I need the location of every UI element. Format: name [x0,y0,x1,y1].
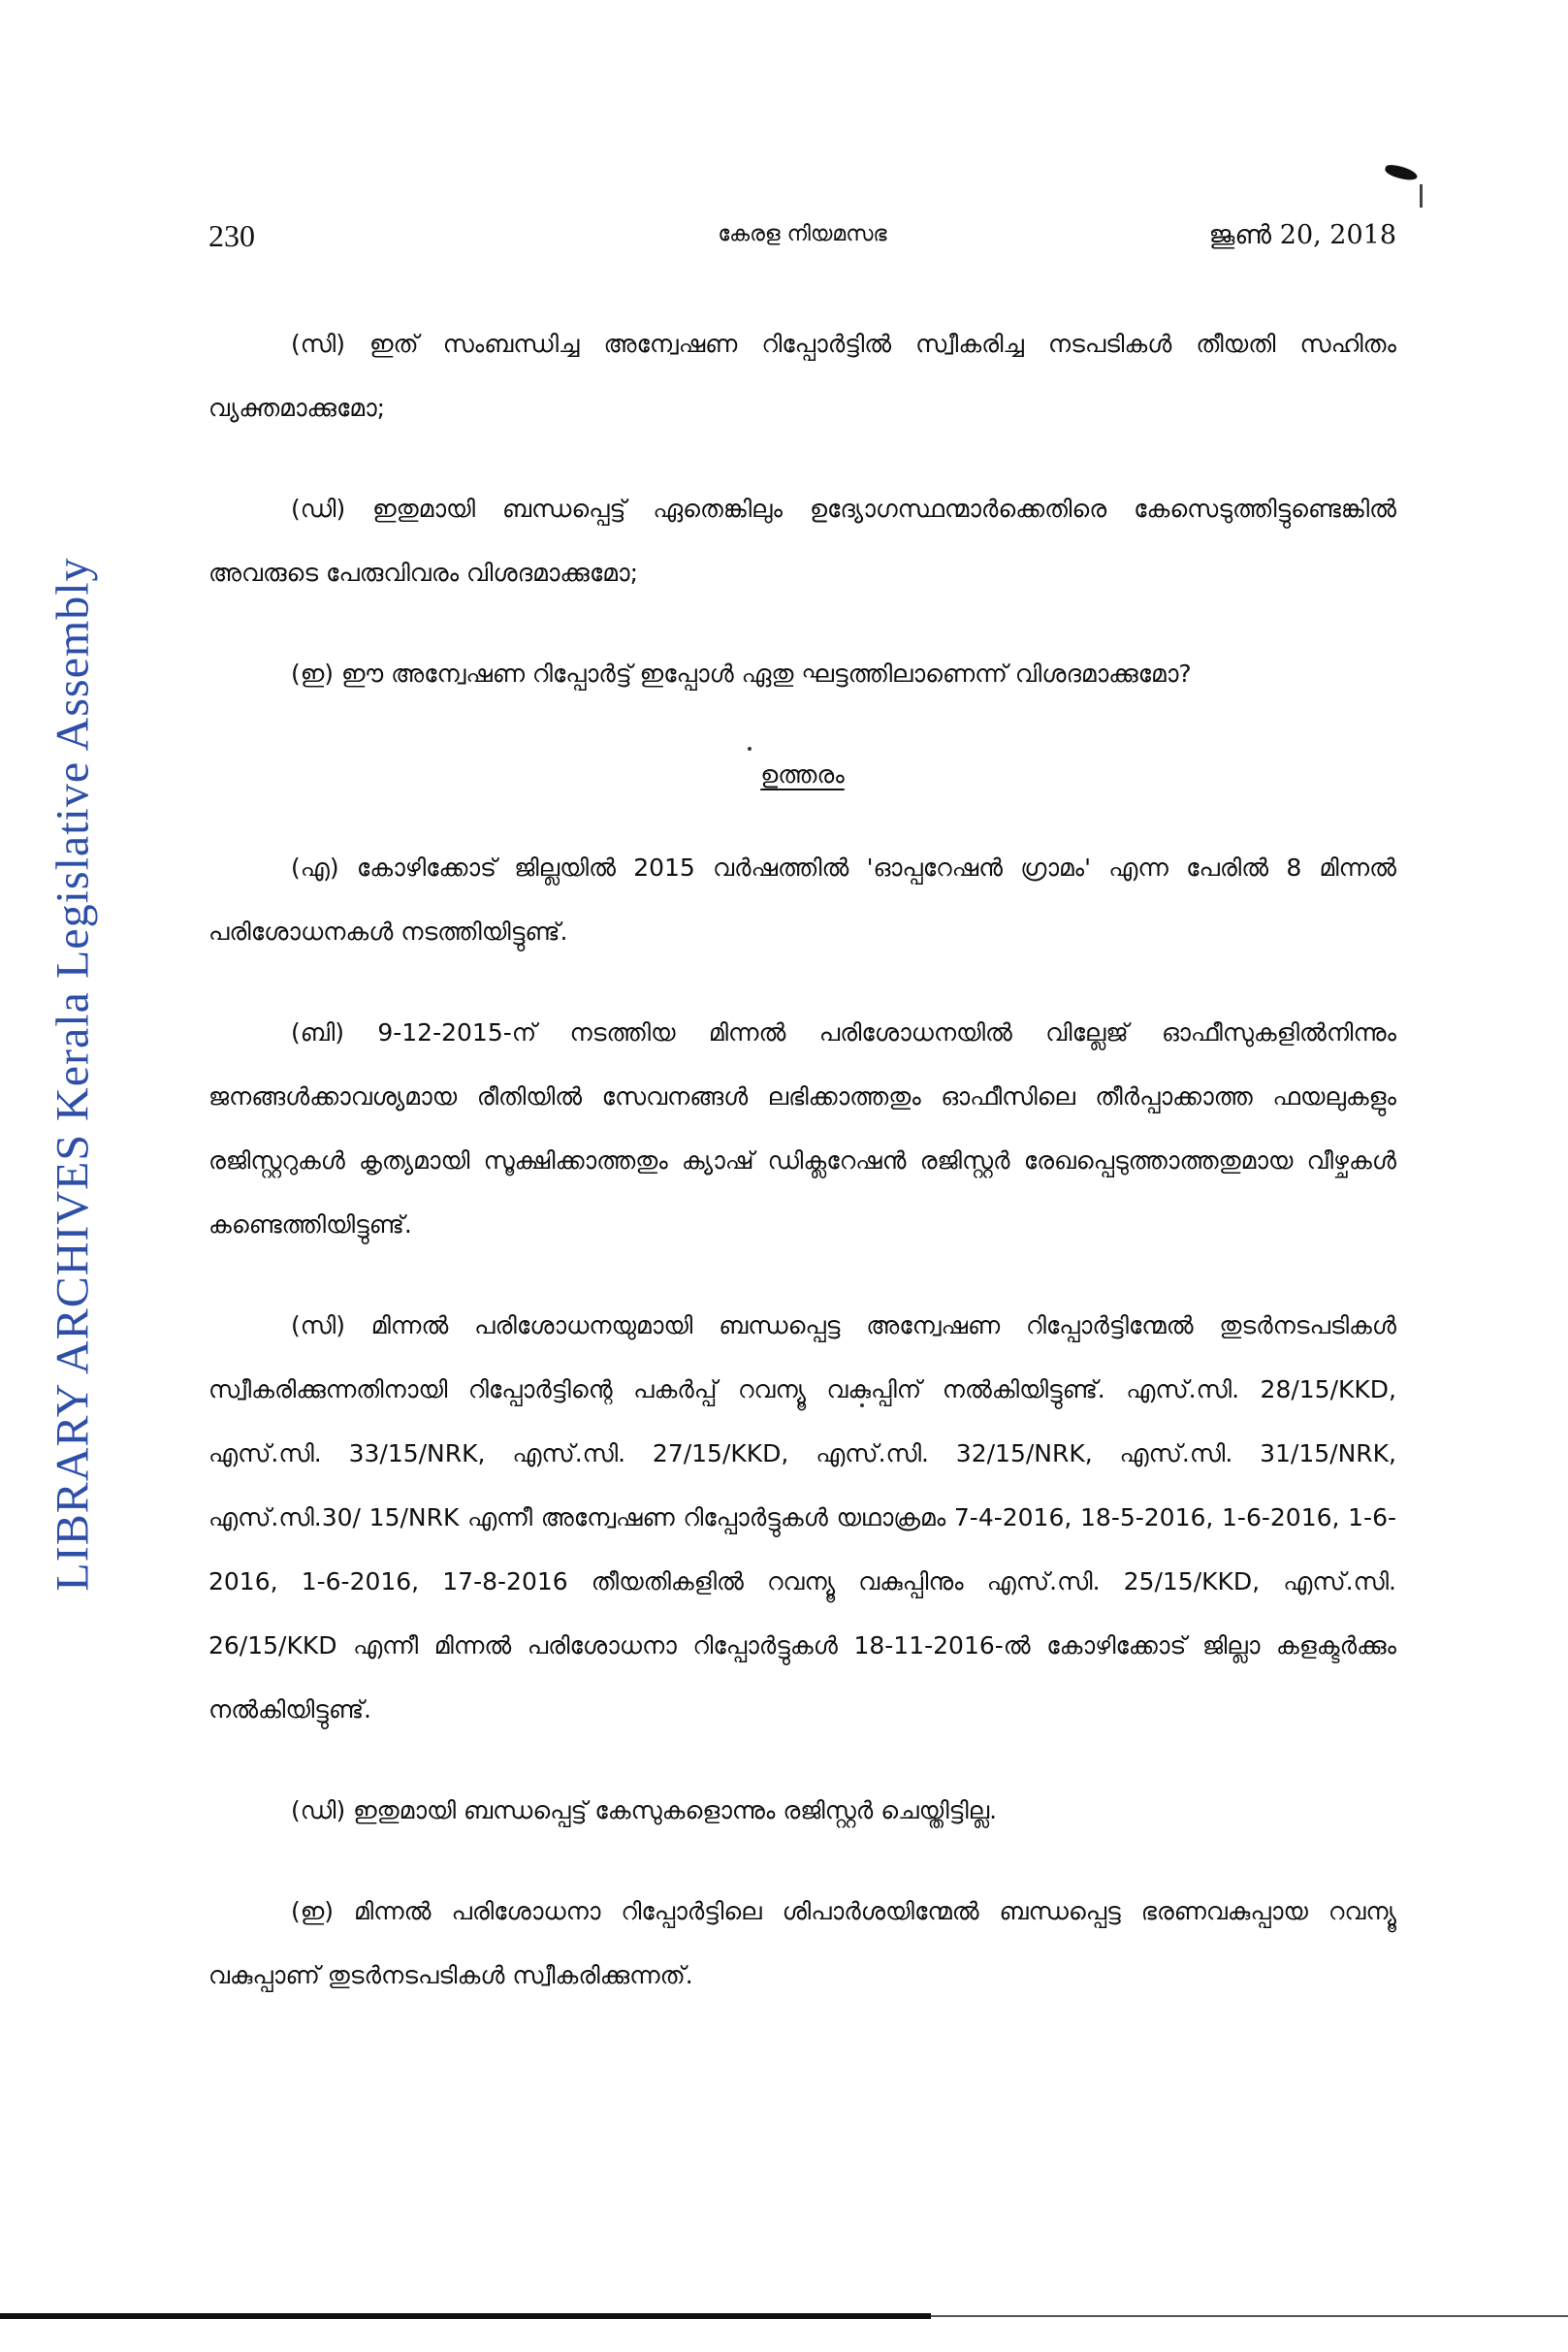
page-number: 230 [208,218,255,253]
archive-watermark: LIBRARY ARCHIVES Kerala Legislative Assembly [47,557,99,1592]
answer-heading [208,743,1396,807]
answer-b: (ബി) 9-12-2015-ന് നടത്തിയ മിന്നൽ പരിശോധനയിൽ വില്ലേജ് ഓഫീസുകളിൽനിന്നും ജനങ്ങൾക്കാവശ്യമായ രീതിയിൽ സേവനങ്ങൾ ലഭിക്കാത്തതും ഓഫീസിലെ തീർപ്പാക്കാത്ത ഫയലുകളും രജിസ്റ്ററുകൾ കൃത്യമായി സൂക്ഷിക്കാത്തതും ക്യാഷ് ഡിക്ലറേഷൻ രജിസ്റ്റർ രേഖപ്പെടുത്താത്തതുമായ വീഴ്ചകൾ കണ്ടെത്തിയിട്ടുണ്ട്. [208,1018,1396,1239]
session-date: ജൂൺ 20, 2018 [1208,220,1396,250]
answer-e: (ഇ) മിന്നൽ പരിശോധനാ റിപ്പോർട്ടിലെ ശിപാർശയിന്മേൽ ബന്ധപ്പെട്ട ഭരണവകുപ്പായ റവന്യൂ വകുപ്പാണ് തുടർനടപടികൾ സ്വീകരിക്കുന്നത്. [208,1897,1396,1989]
scan-mark-tail [1420,184,1423,208]
question-c: (സി) ഇത് സംബന്ധിച്ച അന്വേഷണ റിപ്പോർട്ടിൽ സ്വീകരിച്ച നടപടികൾ തീയതി സഹിതം വ്യക്തമാക്കുമോ; [208,330,1396,422]
footer-rule [0,2309,1568,2321]
scan-speck [860,1403,864,1407]
question-d: (ഡി) ഇതുമായി ബന്ധപ്പെട്ട് ഏതെങ്കിലും ഉദ്യോഗസ്ഥന്മാർക്കെതിരെ കേസെടുത്തിട്ടുണ്ടെങ്കിൽ അവരുടെ പേരുവിവരം വിശദമാക്കുമോ; [208,495,1396,587]
answer-heading-text: ഉത്തരം [760,760,845,789]
footer-rule-thin [931,2315,1568,2317]
page-header [208,218,1396,257]
scan-mark [1384,163,1419,182]
answer-a: (എ) കോഴിക്കോട് ജില്ലയിൽ 2015 വർഷത്തിൽ 'ഓപ്പറേഷൻ ഗ്രാമം' എന്ന പേരിൽ 8 മിന്നൽ പരിശോധനകൾ നടത്തിയിട്ടുണ്ട്. [208,854,1396,946]
question-e: (ഇ) ഈ അന്വേഷണ റിപ്പോർട്ട് ഇപ്പോൾ ഏതു ഘട്ടത്തിലാണെന്ന് വിശദമാക്കുമോ? [291,660,1192,688]
scan-speck [748,747,752,751]
answer-d: (ഡി) ഇതുമായി ബന്ധപ്പെട്ട് കേസുകളൊന്നും രജിസ്റ്റർ ചെയ്തിട്ടില്ല. [291,1796,998,1824]
footer-rule-thick [0,2313,931,2319]
answer-c: (സി) മിന്നൽ പരിശോധനയുമായി ബന്ധപ്പെട്ട അന്വേഷണ റിപ്പോർട്ടിന്മേൽ തുടർനടപടികൾ സ്വീകരിക്കുന്നതിനായി റിപ്പോർട്ടിന്റെ പകർപ്പ് റവന്യൂ വകുപ്പിന് നൽകിയിട്ടുണ്ട്. എസ്.സി. 28/15/KKD, എസ്.സി. 33/15/NRK, എസ്.സി. 27/15/KKD, എസ്.സി. 32/15/NRK, എസ്.സി. 31/15/NRK, എസ്.സി.30/ 15/NRK എന്നീ അന്വേഷണ റിപ്പോർട്ടുകൾ യഥാക്രമം 7-4-2016, 18-5-2016, 1-6-2016, 1-6-2016, 1-6-2016, 17-8-2016 തീയതികളിൽ റവന്യൂ വകുപ്പിനും എസ്.സി. 25/15/KKD, എസ്.സി. 26/15/KKD എന്നീ മിന്നൽ പരിശോധനാ റിപ്പോർട്ടുകൾ 18-11-2016-ൽ കോഴിക്കോട് ജില്ലാ കളക്ടർക്കും നൽകിയിട്ടുണ്ട്. [208,1311,1396,1724]
publication-title: കേരള നിയമസഭ [718,222,887,246]
document-body [208,312,1396,2045]
